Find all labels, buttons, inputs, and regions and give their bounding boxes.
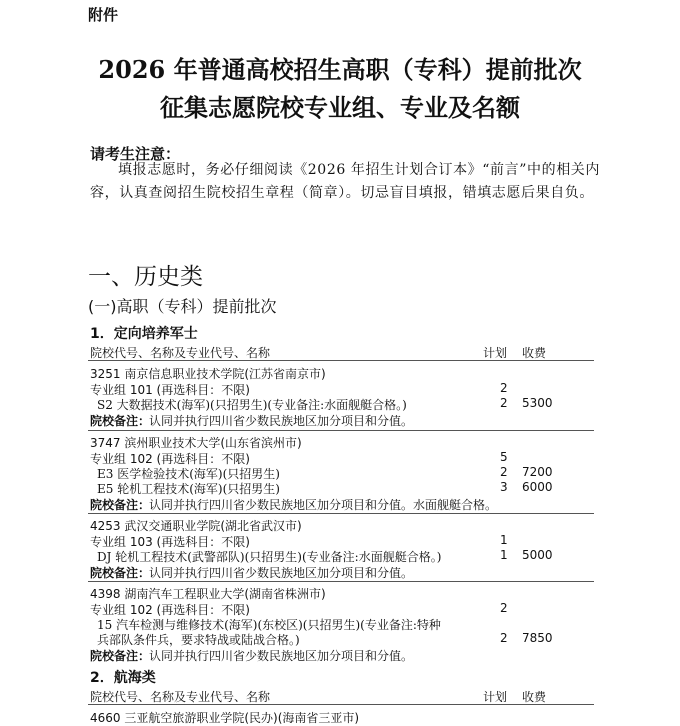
header-divider bbox=[88, 360, 594, 361]
major-group: 专业组 103 (再选科目：不限) bbox=[90, 535, 250, 549]
major-fee: 5300 bbox=[522, 396, 553, 410]
major-group: 专业组 102 (再选科目：不限) bbox=[90, 603, 250, 617]
major-name: E3 医学检验技术(海军)(只招男生) bbox=[97, 467, 280, 481]
school-remark: 认同并执行四川省少数民族地区加分项目和分值。 bbox=[149, 566, 414, 580]
document-title-line1: 2026 年普通高校招生高职（专科）提前批次 bbox=[98, 55, 582, 84]
major-group: 专业组 101 (再选科目：不限) bbox=[90, 383, 250, 397]
column-header-school: 院校代号、名称及专业代号、名称 bbox=[90, 346, 271, 360]
row-divider bbox=[88, 430, 594, 431]
school-remark: 认同并执行四川省少数民族地区加分项目和分值。水面舰艇合格。 bbox=[149, 498, 498, 512]
school-name: 3251 南京信息职业技术学院(江苏省南京市) bbox=[90, 367, 326, 381]
category-title: 1．定向培养军士 bbox=[90, 326, 198, 342]
major-name: 15 汽车检测与维修技术(海军)(东校区)(只招男生)(专业备注:特种 bbox=[97, 618, 441, 632]
column-header-plan: 计划 bbox=[483, 346, 508, 360]
major-plan: 2 bbox=[500, 631, 508, 645]
row-divider bbox=[88, 581, 594, 582]
major-group: 专业组 102 (再选科目：不限) bbox=[90, 452, 250, 466]
school-name: 3747 滨州职业技术大学(山东省滨州市) bbox=[90, 436, 302, 450]
remark-label: 院校备注： bbox=[90, 414, 151, 428]
school-name: 4398 湖南汽车工程职业大学(湖南省株洲市) bbox=[90, 587, 326, 601]
major-name-continued: 兵部队条件兵，要求特战或陆战合格。) bbox=[97, 633, 300, 647]
column-header-fee: 收费 bbox=[522, 690, 547, 704]
column-header-plan: 计划 bbox=[483, 690, 508, 704]
group-plan: 5 bbox=[500, 450, 508, 464]
remark-label: 院校备注： bbox=[90, 498, 151, 512]
group-plan: 2 bbox=[500, 381, 508, 395]
document-title-line2: 征集志愿院校专业组、专业及名额 bbox=[160, 93, 520, 122]
major-plan: 2 bbox=[500, 465, 508, 479]
column-header-school: 院校代号、名称及专业代号、名称 bbox=[90, 690, 271, 704]
category-title: 2．航海类 bbox=[90, 670, 156, 686]
group-plan: 1 bbox=[500, 533, 508, 547]
remark-label: 院校备注： bbox=[90, 566, 151, 580]
school-remark: 认同并执行四川省少数民族地区加分项目和分值。 bbox=[149, 414, 414, 428]
header-divider bbox=[88, 704, 594, 705]
major-name: E5 轮机工程技术(海军)(只招男生) bbox=[97, 482, 280, 496]
column-header-fee: 收费 bbox=[522, 346, 547, 360]
major-fee: 7200 bbox=[522, 465, 553, 479]
notice-heading: 请考生注意： bbox=[90, 145, 181, 163]
major-name: DJ 轮机工程技术(武警部队)(只招男生)(专业备注:水面舰艇合格。) bbox=[97, 550, 442, 564]
major-name: S2 大数据技术(海军)(只招男生)(专业备注:水面舰艇合格。) bbox=[97, 398, 407, 412]
major-fee: 7850 bbox=[522, 631, 553, 645]
major-fee: 5000 bbox=[522, 548, 553, 562]
major-plan: 2 bbox=[500, 396, 508, 410]
attachment-label: 附件 bbox=[88, 6, 119, 24]
major-fee: 6000 bbox=[522, 480, 553, 494]
school-name: 4660 三亚航空旅游职业学院(民办)(海南省三亚市) bbox=[90, 711, 360, 725]
notice-body: 填报志愿时，务必仔细阅读《2026 年招生计划合订本》“前言”中的相关内容，认真查阅招生院校招生章程（简章）。切忌盲目填报，错填志愿后果自负。 bbox=[90, 162, 600, 201]
subsection-title-early-batch: (一)高职（专科）提前批次 bbox=[88, 297, 277, 316]
school-remark: 认同并执行四川省少数民族地区加分项目和分值。 bbox=[149, 649, 414, 663]
major-plan: 3 bbox=[500, 480, 508, 494]
major-plan: 1 bbox=[500, 548, 508, 562]
school-name: 4253 武汉交通职业学院(湖北省武汉市) bbox=[90, 519, 302, 533]
section-title-history: 一、历史类 bbox=[88, 264, 203, 290]
row-divider bbox=[88, 513, 594, 514]
group-plan: 2 bbox=[500, 601, 508, 615]
remark-label: 院校备注： bbox=[90, 649, 151, 663]
